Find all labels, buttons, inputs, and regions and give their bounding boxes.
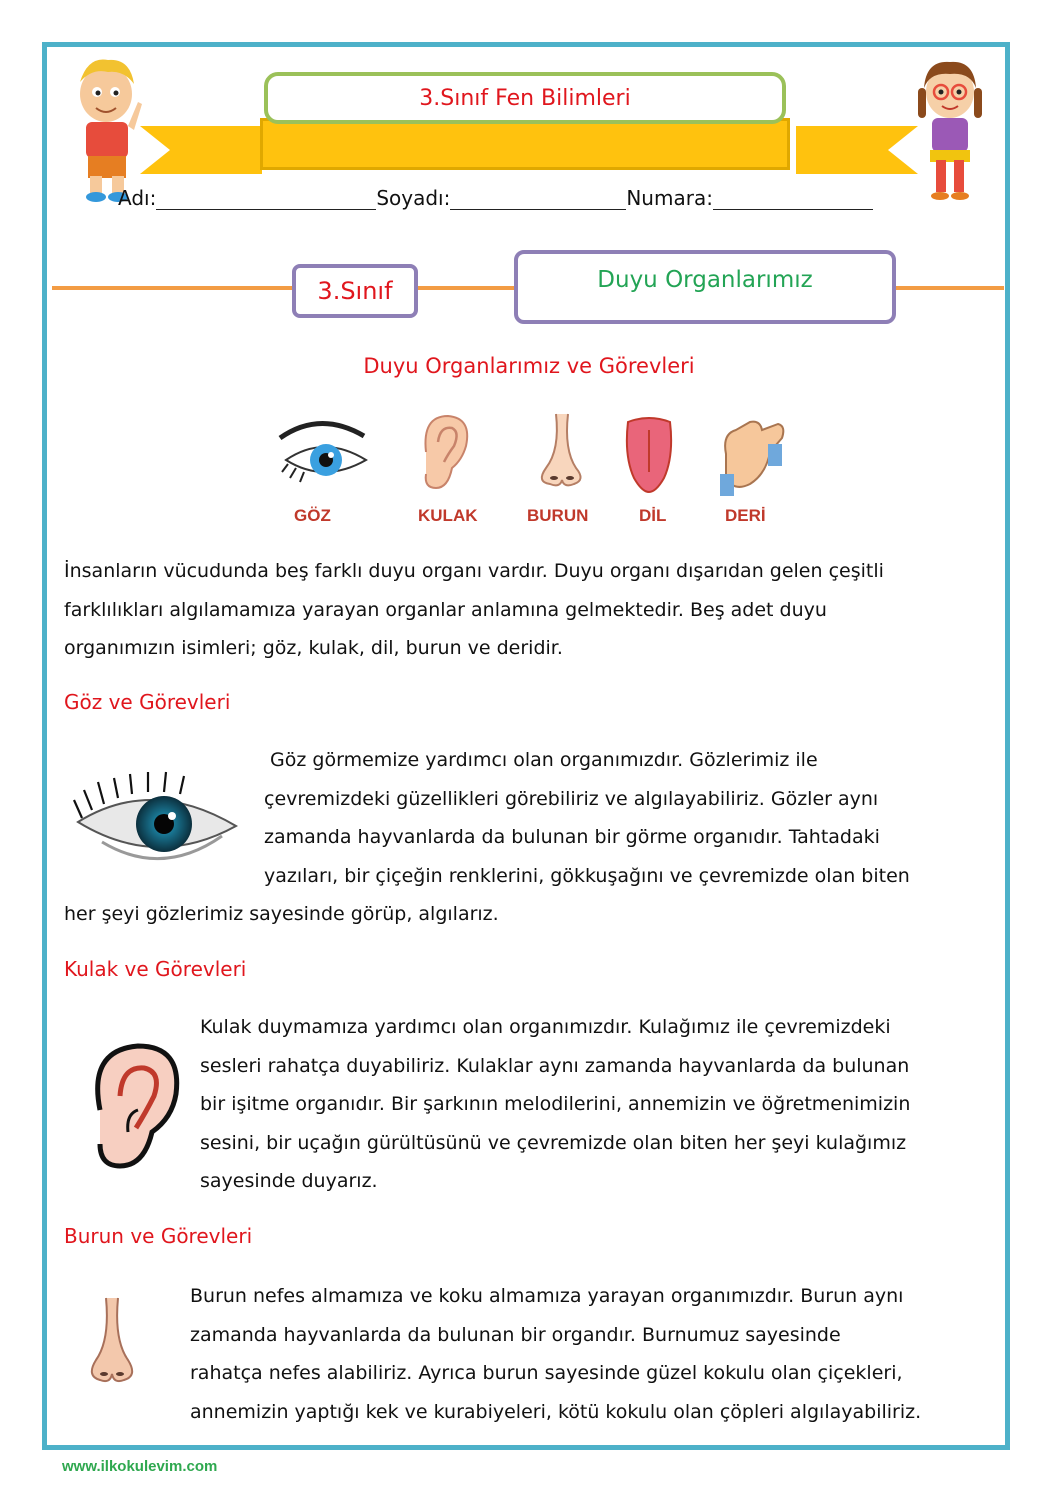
divider-right <box>896 286 1004 290</box>
intro-line: İnsanların vücudunda beş farklı duyu organı vardır. Duyu organı dışarıdan gelen çeşitli <box>64 560 884 582</box>
nose-section-heading: Burun ve Görevleri <box>64 1224 253 1248</box>
ear-paragraph <box>200 1008 1000 1201</box>
page-title: 3.Sınıf Fen Bilimleri <box>264 72 786 124</box>
number-label: Numara: <box>626 186 713 210</box>
nose-line: zamanda hayvanlarda da bulunan bir organdır. Burnumuz sayesinde <box>190 1323 841 1346</box>
footer-link[interactable]: www.ilkokulevim.com <box>62 1458 218 1475</box>
ribbon-band <box>260 118 790 170</box>
skin-hand-icon <box>716 414 788 500</box>
intro-line: farklılıkları algılamamıza yarayan organlar anlamına gelmektedir. Beş adet duyu <box>64 598 827 621</box>
nose-paragraph <box>190 1277 1000 1431</box>
nose-line: annemizin yaptığı kek ve kurabiyeleri, kötü kokulu olan çöpleri algılayabiliriz. <box>190 1400 922 1423</box>
intro-paragraph <box>64 552 994 668</box>
eye-photo-icon <box>72 766 242 882</box>
eye-paragraph <box>264 741 1004 895</box>
eye-line: zamanda hayvanlarda da bulunan bir görme organıdır. Tahtadaki <box>264 826 880 848</box>
number-field[interactable] <box>713 189 873 210</box>
topic-badge: Duyu Organlarımız <box>514 250 896 324</box>
nose-line: Burun nefes almamıza ve koku almamıza yarayan organımızdır. Burun aynı <box>190 1285 904 1307</box>
ear-photo-icon <box>78 1040 184 1172</box>
organ-label-tongue: DİL <box>639 506 667 525</box>
ear-icon <box>414 412 474 494</box>
eye-line: Göz görmemize yardımcı olan organımızdır. Gözlerimiz ile <box>264 749 818 771</box>
divider-middle <box>418 286 514 290</box>
eye-icon <box>276 414 372 486</box>
organ-label-eye: GÖZ <box>294 506 331 525</box>
ear-line: sayesinde duyarız. <box>200 1170 378 1192</box>
ear-line: bir işitme organıdır. Bir şarkının melodilerini, annemizin ve öğretmenimizin <box>200 1093 911 1115</box>
eye-line: yazıları, bir çiçeğin renklerini, gökkuşağını ve çevremizde olan biten <box>264 864 910 887</box>
organ-label-nose: BURUN <box>527 506 589 525</box>
ear-line: sesleri rahatça duyabiliriz. Kulaklar aynı zamanda hayvanlarda da bulunan <box>200 1054 910 1077</box>
student-info-row <box>118 186 873 210</box>
eye-section-heading: Göz ve Görevleri <box>64 690 231 714</box>
nose-photo-icon <box>82 1296 140 1388</box>
boy-illustration <box>68 52 148 204</box>
intro-line: organımızın isimleri; göz, kulak, dil, burun ve deridir. <box>64 637 563 659</box>
ear-section-heading: Kulak ve Görevleri <box>64 957 247 981</box>
nose-icon <box>530 410 592 496</box>
ear-line: Kulak duymamıza yardımcı olan organımızdır. Kulağımız ile çevremizdeki <box>200 1016 891 1038</box>
tongue-icon <box>624 416 674 494</box>
ear-line: sesini, bir uçağın gürültüsünü ve çevremizde olan biten her şeyi kulağımız <box>200 1131 907 1154</box>
nose-line: rahatça nefes alabiliriz. Ayrıca burun sayesinde güzel kokulu olan çiçekleri, <box>190 1362 903 1384</box>
class-badge: 3.Sınıf <box>292 264 418 318</box>
girl-illustration <box>912 52 988 204</box>
section-subtitle: Duyu Organlarımız ve Görevleri <box>363 354 695 378</box>
organ-label-ear: KULAK <box>418 506 478 525</box>
divider-left <box>52 286 292 290</box>
name-field[interactable] <box>156 189 376 210</box>
surname-field[interactable] <box>450 189 626 210</box>
surname-label: Soyadı: <box>376 186 451 210</box>
eye-line: çevremizdeki güzellikleri görebiliriz ve algılayabiliriz. Gözler aynı <box>264 787 879 810</box>
name-label: Adı: <box>118 186 157 210</box>
eye-paragraph-last: her şeyi gözlerimiz sayesinde görüp, algılarız. <box>64 903 499 925</box>
organ-label-skin: DERİ <box>725 506 766 525</box>
